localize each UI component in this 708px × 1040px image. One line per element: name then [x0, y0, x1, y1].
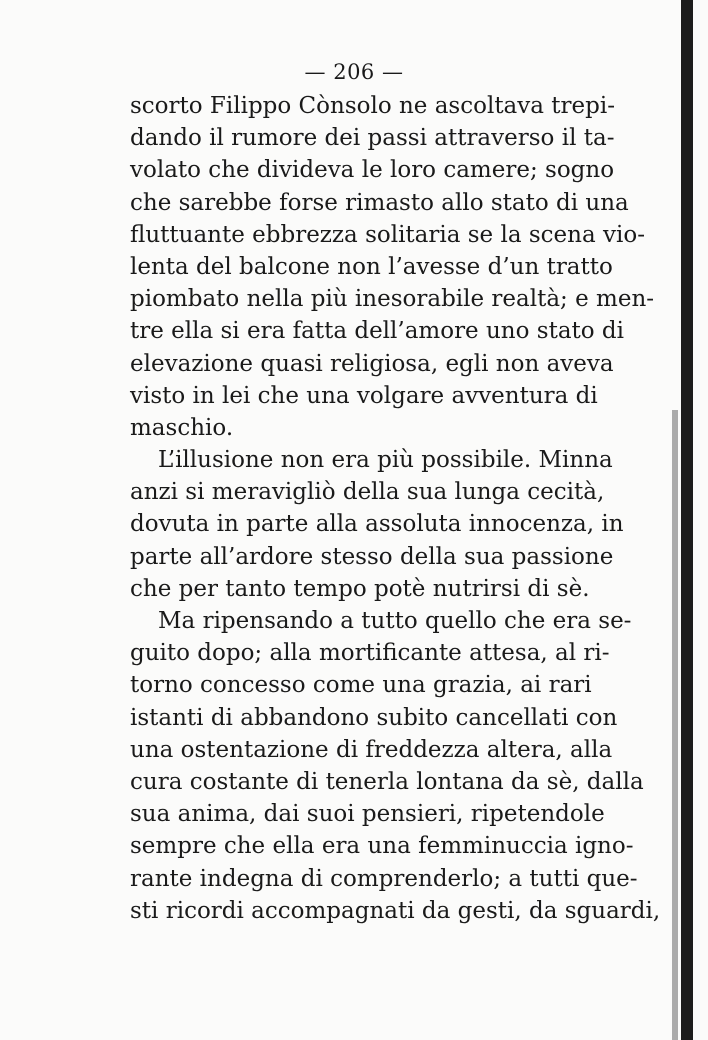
text-line: guito dopo; alla mortificante attesa, al ri-: [130, 640, 610, 667]
text-line: sti ricordi accompagnati da gesti, da sguardi,: [130, 897, 661, 924]
text-line: Ma ripensando a tutto quello che era se-: [158, 608, 632, 634]
text-line: che per tanto tempo potè nutrirsi di sè.: [130, 575, 590, 602]
text-line: piombato nella più inesorabile realtà; e men-: [130, 286, 655, 313]
page-edge-shadow: [681, 0, 693, 1040]
text-line: lenta del balcone non l’avesse d’un tratto: [130, 253, 613, 280]
text-line: elevazione quasi religiosa, egli non aveva: [130, 350, 614, 377]
page-edge-shadow-inner: [672, 410, 678, 1040]
text-line: torno concesso come una grazia, ai rari: [130, 672, 592, 699]
text-line: anzi si meravigliò della sua lunga cecità,: [130, 479, 605, 506]
text-line: volato che divideva le loro camere; sogno: [130, 157, 615, 184]
page-number: — 206 —: [304, 60, 404, 84]
body-text: [130, 90, 661, 927]
text-line: una ostentazione di freddezza altera, alla: [130, 736, 613, 763]
text-line: che sarebbe forse rimasto allo stato di una: [130, 189, 629, 216]
text-line: dando il rumore dei passi attraverso il ta-: [130, 125, 615, 152]
text-line: cura costante di tenerla lontana da sè, dalla: [130, 768, 644, 795]
text-line: istanti di abbandono subito cancellati con: [130, 704, 618, 731]
text-line: visto in lei che una volgare avventura di: [130, 382, 598, 409]
text-line: L’illusione non era più possibile. Minna: [158, 447, 613, 474]
text-line: scorto Filippo Cònsolo ne ascoltava trepi-: [130, 93, 615, 119]
text-line: sempre che ella era una femminuccia igno-: [130, 833, 634, 860]
text-line: parte all’ardore stesso della sua passione: [130, 543, 614, 570]
text-line: maschio.: [130, 414, 234, 441]
text-line: sua anima, dai suoi pensieri, ripetendole: [130, 801, 605, 828]
text-line: rante indegna di comprenderlo; a tutti que-: [130, 865, 638, 892]
text-line: tre ella si era fatta dell’amore uno stato di: [130, 318, 625, 345]
text-line: dovuta in parte alla assoluta innocenza, in: [130, 511, 624, 538]
text-line: fluttuante ebbrezza solitaria se la scena vio-: [130, 221, 645, 248]
